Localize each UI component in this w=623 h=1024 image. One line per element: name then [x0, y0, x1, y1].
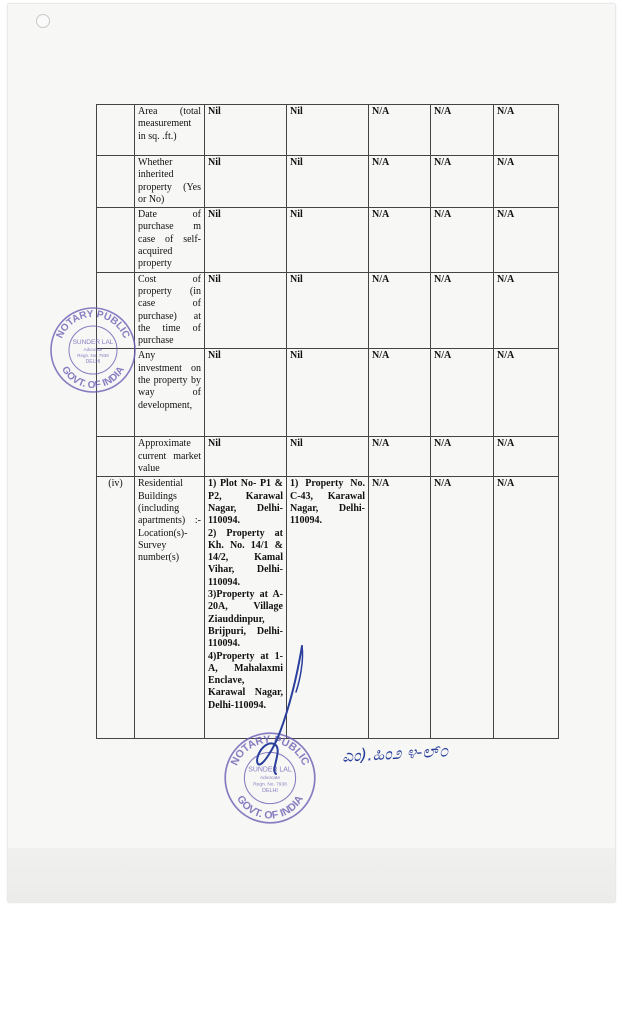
dependent-1-value: N/A — [369, 105, 431, 156]
table-row — [97, 208, 559, 272]
stamp-role: Advocate — [259, 776, 281, 782]
dependent-2-value: N/A — [431, 208, 494, 272]
stamp-top-text: NOTARY PUBLIC — [54, 308, 132, 341]
stamp-name: SUNDER LAL — [248, 766, 292, 774]
stamp-top-text: NOTARY PUBLIC — [228, 733, 312, 768]
dependent-3-value: N/A — [494, 477, 559, 739]
stamp-name: SUNDER LAL — [72, 339, 114, 346]
self-value: Nil — [205, 208, 287, 272]
spouse-value: Nil — [287, 105, 369, 156]
dependent-1-value: N/A — [369, 437, 431, 477]
stamp-city: DELHI — [85, 359, 101, 365]
dependent-3-value: N/A — [494, 105, 559, 156]
row-label: Approximate current market value — [135, 437, 205, 477]
row-label: Residential Buildings (including apartments) :- Location(s)- Survey number(s) — [135, 477, 205, 739]
punch-hole — [36, 14, 50, 28]
serial-cell — [97, 156, 135, 208]
row-label: Whether inherited property (Yes or No) — [135, 156, 205, 208]
self-value: Nil — [205, 437, 287, 477]
row-label: Area (total measurement in sq. .ft.) — [135, 105, 205, 156]
stamp-city: DELHI — [262, 787, 278, 794]
table-row — [97, 272, 559, 349]
dependent-2-value: N/A — [431, 156, 494, 208]
property-entry-1: 1) Plot No- P1 & P2, Karawal Nagar, Delhi-110094. — [208, 478, 283, 527]
dependent-3-value: N/A — [494, 349, 559, 437]
spouse-value: Nil — [287, 156, 369, 208]
self-value: Nil — [205, 349, 287, 437]
dependent-3-value: N/A — [494, 156, 559, 208]
self-value: Nil — [205, 105, 287, 156]
serial-cell: (iv) — [97, 477, 135, 739]
stamp-role: Advocate — [83, 347, 103, 352]
dependent-2-value: N/A — [431, 477, 494, 739]
spouse-value: Nil — [287, 272, 369, 349]
self-value: Nil — [205, 156, 287, 208]
spouse-value: Nil — [287, 349, 369, 437]
dependent-2-value: N/A — [431, 272, 494, 349]
signature — [240, 640, 320, 780]
scan-margin — [8, 848, 615, 902]
property-entry-2: 2) Property at Kh. No. 14/1 & 14/2, Kamal Vihar, Delhi-110094. — [208, 527, 283, 588]
row-label: Any investment on the property by way of development, — [135, 349, 205, 437]
table-row — [97, 156, 559, 208]
dependent-3-value: N/A — [494, 208, 559, 272]
dependent-3-value: N/A — [494, 437, 559, 477]
table-row — [97, 105, 559, 156]
spouse-value: 1) Property No. C-43, Karawal Nagar, Delhi-110094. — [287, 477, 369, 739]
stamp-regn: Regn. No. 7938 — [253, 782, 287, 788]
spouse-value: Nil — [287, 437, 369, 477]
table-row — [97, 349, 559, 437]
stamp-regn: Regn. No. 7938 — [77, 353, 109, 358]
dependent-2-value: N/A — [431, 105, 494, 156]
dependent-1-value: N/A — [369, 349, 431, 437]
row-label: Date of purchase m case of self-acquired property — [135, 208, 205, 272]
table-row — [97, 437, 559, 477]
dependent-1-value: N/A — [369, 208, 431, 272]
stamp-bottom-text: GOVT. OF INDIA — [59, 364, 127, 392]
serial-cell — [97, 437, 135, 477]
serial-cell — [97, 105, 135, 156]
spouse-value: Nil — [287, 208, 369, 272]
property-entry-4: 4)Property at 1-A, Mahalaxmi Enclave, Karawal Nagar, Delhi-110094. — [208, 650, 283, 711]
self-value: Nil — [205, 272, 287, 349]
property-entry-3: 3)Property at A-20A, Village Ziauddinpur, Brijpuri, Delhi-110094. — [208, 589, 283, 650]
dependent-1-value: N/A — [369, 272, 431, 349]
stamp-bottom-text: GOVT. OF INDIA — [234, 793, 306, 822]
dependent-3-value: N/A — [494, 272, 559, 349]
property-declaration-table — [96, 104, 559, 739]
dependent-2-value: N/A — [431, 437, 494, 477]
dependent-2-value: N/A — [431, 349, 494, 437]
table-row — [97, 477, 559, 739]
row-label: Cost of property (in case of purchase) at the time of purchase — [135, 272, 205, 349]
notary-stamp — [48, 305, 138, 395]
serial-cell — [97, 208, 135, 272]
dependent-1-value: N/A — [369, 477, 431, 739]
dependent-1-value: N/A — [369, 156, 431, 208]
handwritten-signature: ಎಂ).ಹಿಂ೨ ೪-ಲ್೦ — [341, 741, 449, 767]
